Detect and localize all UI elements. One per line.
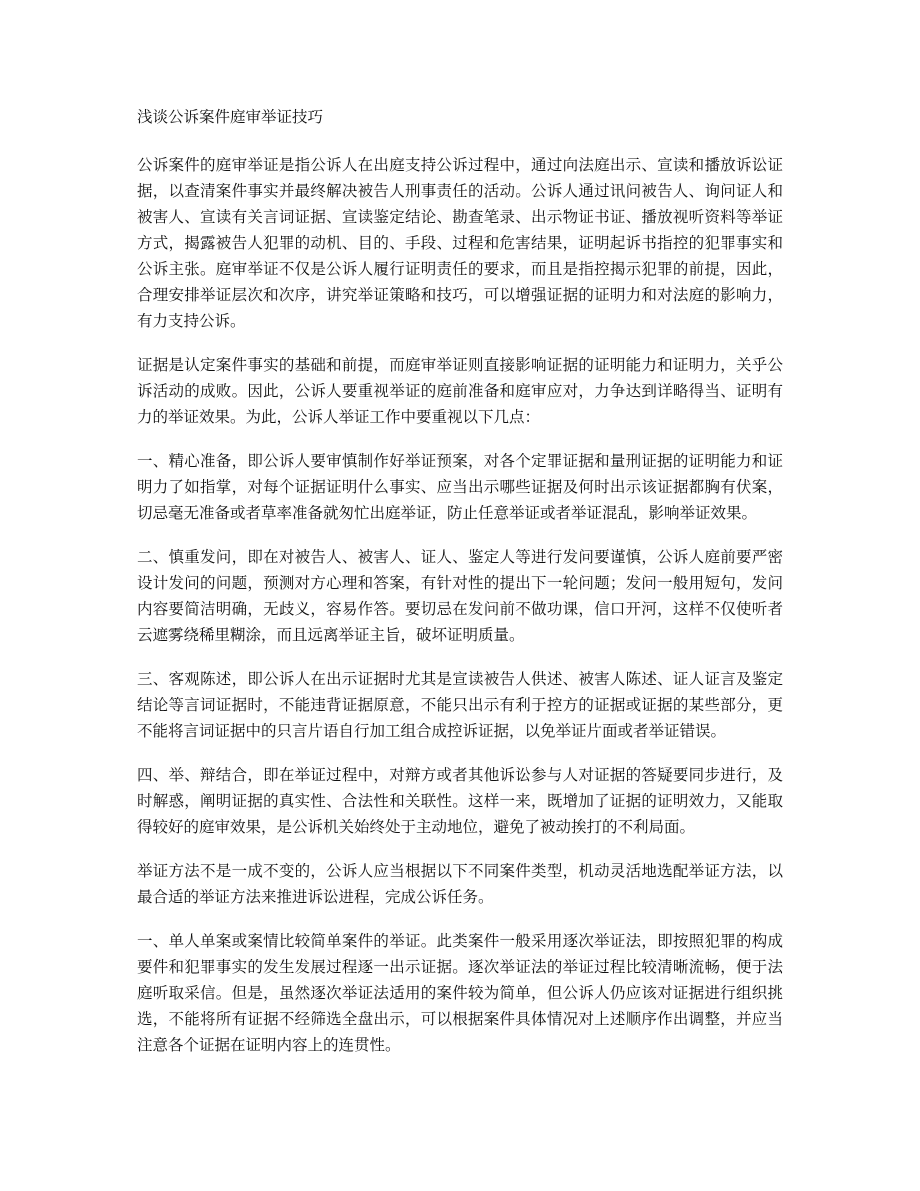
paragraph-intro: 公诉案件的庭审举证是指公诉人在出庭支持公诉过程中，通过向法庭出示、宣读和播放诉讼证据，以查清案件事实并最终解决被告人刑事责任的活动。公诉人通过讯问被告人、询问证人和被害人、宣读有关言词证据、宣读鉴定结论、勘查笔录、出示物证书证、播放视听资料等举证方式，揭露被告人犯罪的动机、目的、手段、过程和危害结果，证明起诉书指控的犯罪事实和公诉主张。庭审举证不仅是公诉人履行证明责任的要求，而且是指控揭示犯罪的前提，因此，合理安排举证层次和次序，讲究举证策略和技巧，可以增强证据的证明力和对法庭的影响力，有力支持公诉。 — [137, 156, 783, 330]
paragraph-point-3: 三、客观陈述，即公诉人在出示证据时尤其是宣读被告人供述、被害人陈述、证人证言及鉴定结论等言词证据时，不能违背证据原意，不能只出示有利于控方的证据或证据的某些部分，更不能将言词证据中的只言片语自行加工组合成控诉证据，以免举证片面或者举证错误。 — [137, 670, 783, 740]
paragraph-method-1: 一、单人单案或案情比较简单案件的举证。此类案件一般采用逐次举证法，即按照犯罪的构成要件和犯罪事实的发生发展过程逐一出示证据。逐次举证法的举证过程比较清晰流畅，便于法庭听取采信。但是，虽然逐次举证法适用的案件较为简单，但公诉人仍应该对证据进行组织挑选，不能将所有证据不经筛选全盘出示，可以根据案件具体情况对上述顺序作出调整，并应当注意各个证据在证明内容上的连贯性。 — [137, 932, 783, 1054]
paragraph-point-4: 四、举、辩结合，即在举证过程中，对辩方或者其他诉讼参与人对证据的答疑要同步进行，及时解惑，阐明证据的真实性、合法性和关联性。这样一来，既增加了证据的证明效力，又能取得较好的庭审效果，是公诉机关始终处于主动地位，避免了被动挨打的不利局面。 — [137, 766, 783, 836]
document-page — [137, 104, 783, 1076]
paragraph-evidence-basis: 证据是认定案件事实的基础和前提，而庭审举证则直接影响证据的证明能力和证明力，关乎公诉活动的成败。因此，公诉人要重视举证的庭前准备和庭审应对，力争达到详略得当、证明有力的举证效果。为此，公诉人举证工作中要重视以下几点： — [137, 356, 783, 426]
paragraph-point-1: 一、精心准备，即公诉人要审慎制作好举证预案，对各个定罪证据和量刑证据的证明能力和证明力了如指掌，对每个证据证明什么事实、应当出示哪些证据及何时出示该证据都胸有伏案，切忌毫无准备或者草率准备就匆忙出庭举证，防止任意举证或者举证混乱，影响举证效果。 — [137, 452, 783, 522]
document-title: 浅谈公诉案件庭审举证技巧 — [137, 108, 324, 126]
paragraph-point-2: 二、慎重发问，即在对被告人、被害人、证人、鉴定人等进行发问要谨慎，公诉人庭前要严密设计发问的问题，预测对方心理和答案，有针对性的提出下一轮问题；发问一般用短句，发问内容要简洁明确，无歧义，容易作答。要切忌在发问前不做功课，信口开河，这样不仅使听者云遮雾绕稀里糊涂，而且远离举证主旨，破坏证明质量。 — [137, 548, 783, 644]
paragraph-methods: 举证方法不是一成不变的，公诉人应当根据以下不同案件类型，机动灵活地选配举证方法，以最合适的举证方法来推进诉讼进程，完成公诉任务。 — [137, 862, 783, 906]
